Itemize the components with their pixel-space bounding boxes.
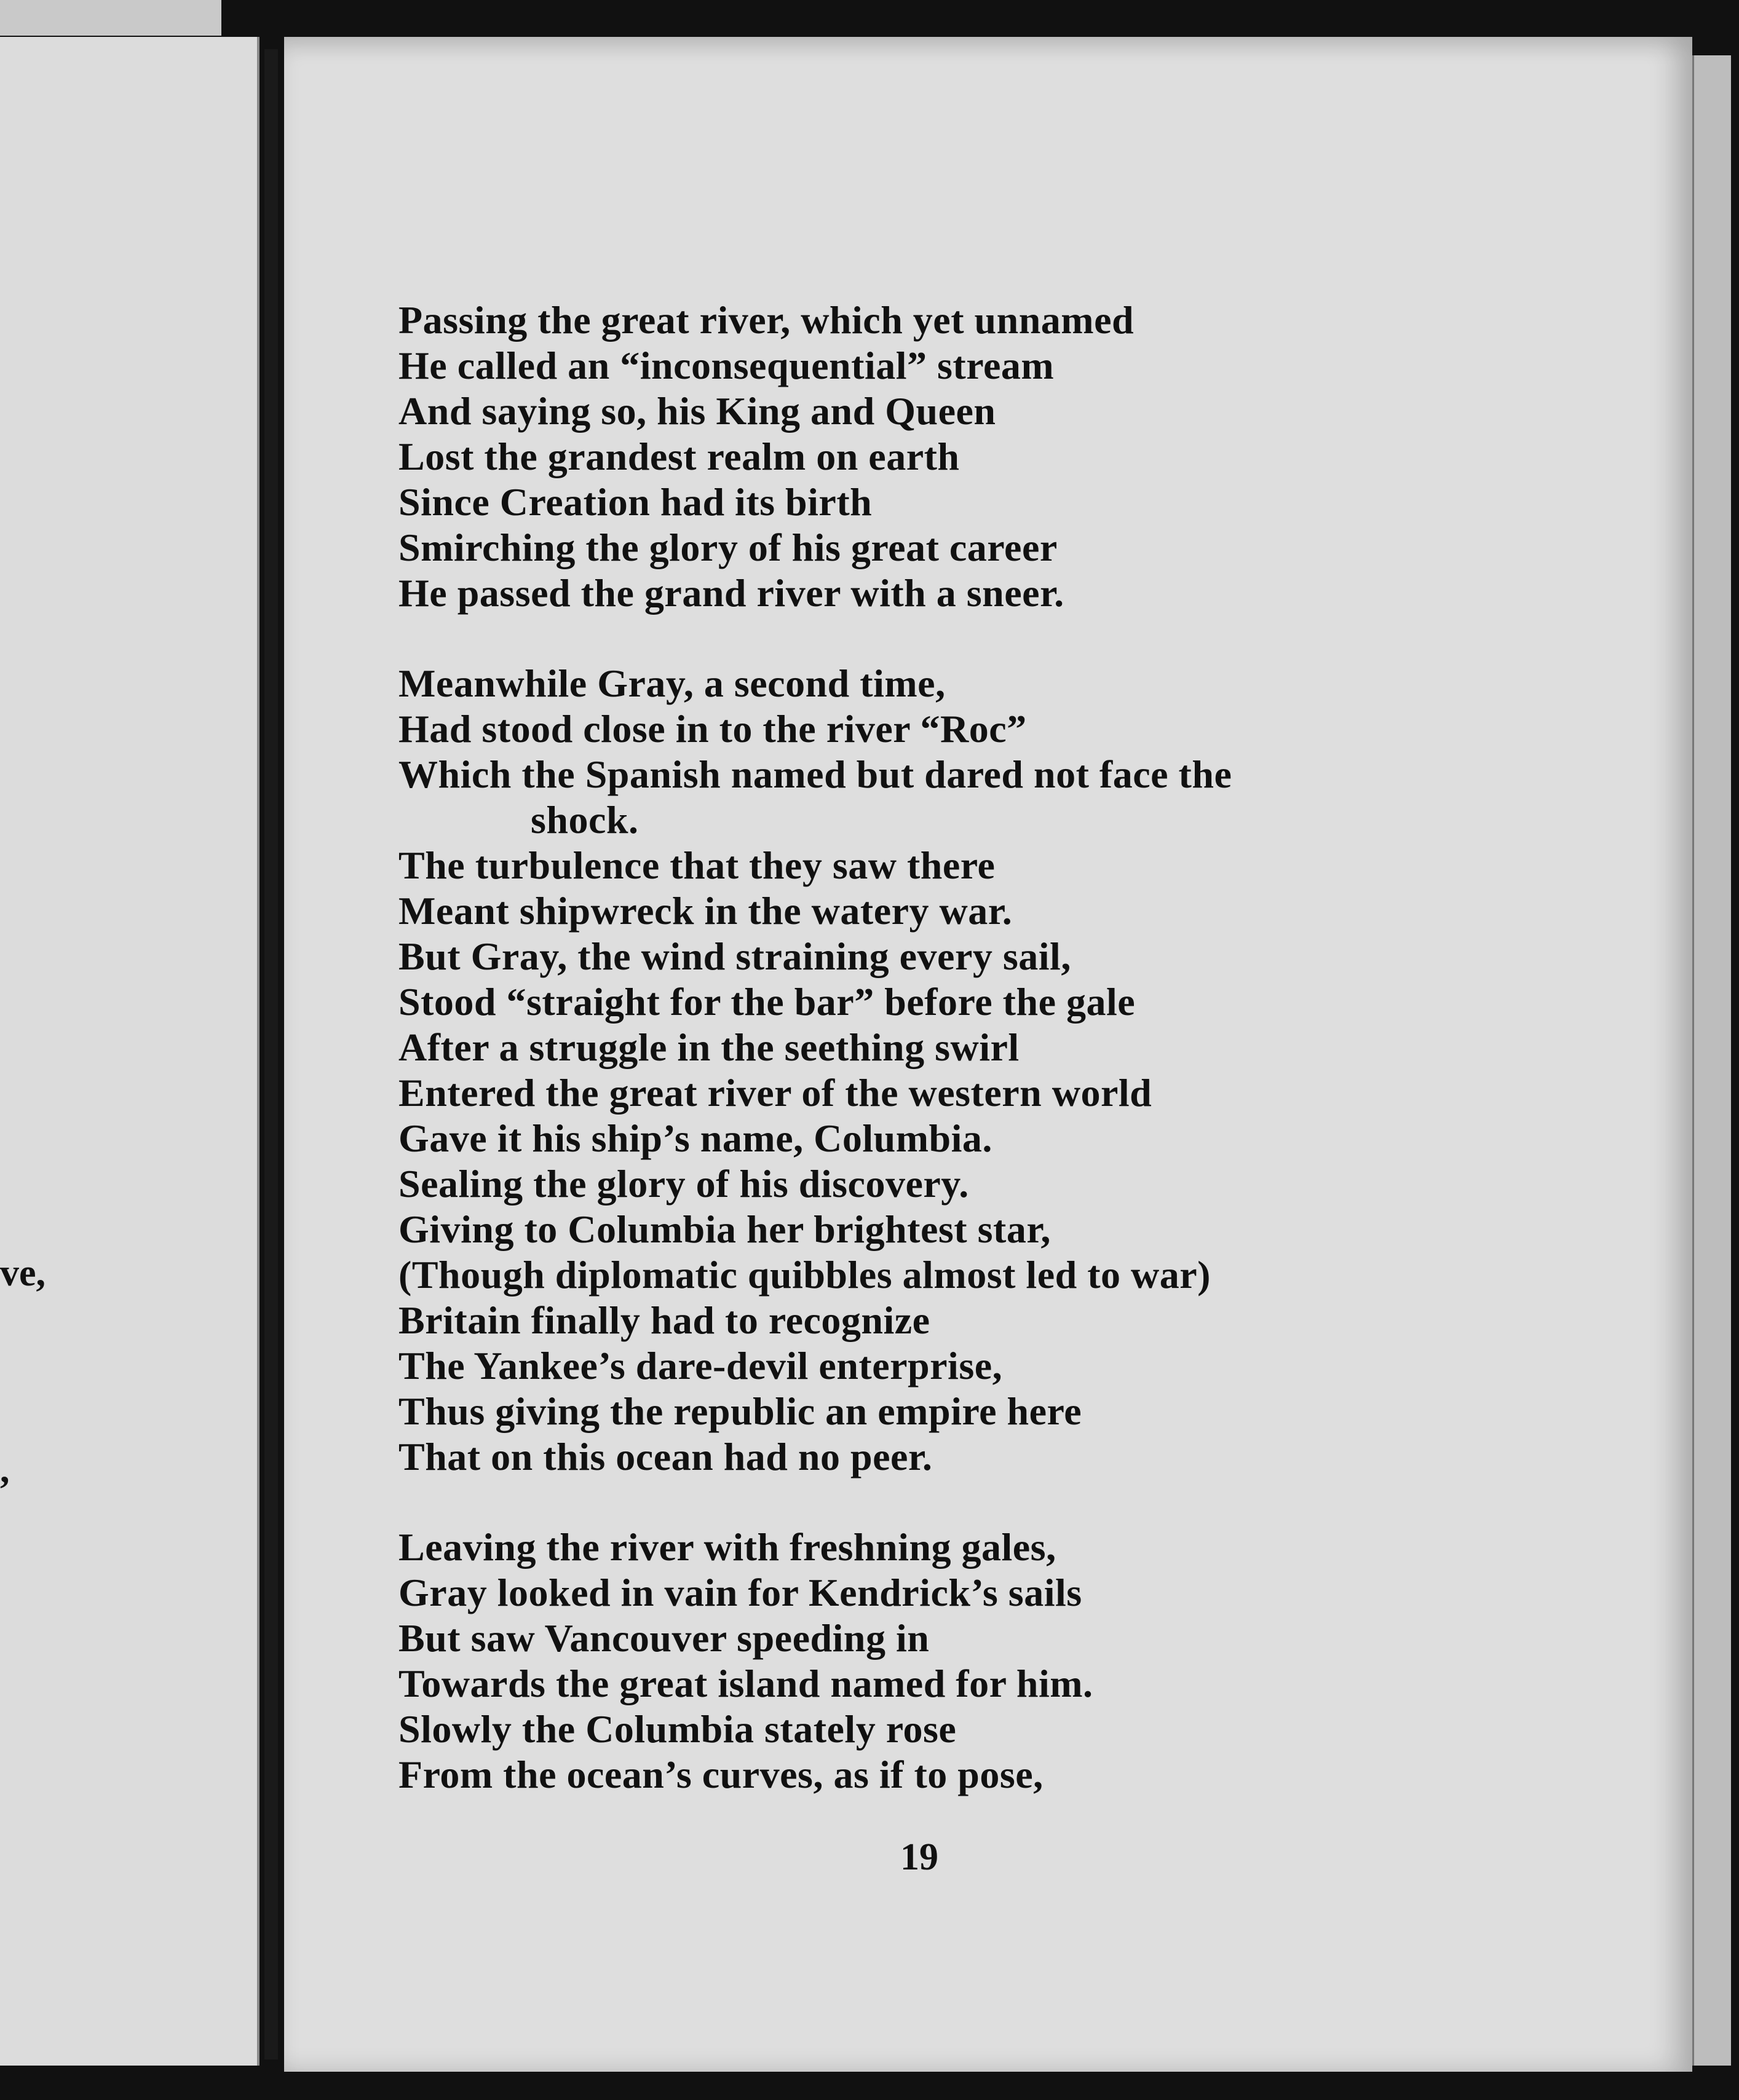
poem-line: Gray looked in vain for Kendrick’s sails: [398, 1571, 1082, 1614]
left-page: [0, 37, 259, 2066]
poem-line: Which the Spanish named but dared not face the: [398, 752, 1232, 796]
stanza-3: [398, 1525, 1690, 1798]
poem-line: But Gray, the wind straining every sail,: [398, 934, 1071, 978]
poem-line: The Yankee’s dare-devil enterprise,: [398, 1344, 1003, 1388]
poem-line: Britain finally had to recognize: [398, 1298, 930, 1342]
poem-line: But saw Vancouver speeding in: [398, 1616, 930, 1660]
poem-text: [398, 298, 1690, 1842]
poem-line: Thus giving the republic an empire here: [398, 1389, 1082, 1433]
poem-line: Giving to Columbia her brightest star,: [398, 1207, 1051, 1251]
poem-line: Lost the grandest realm on earth: [398, 435, 960, 478]
poem-line: From the ocean’s curves, as if to pose,: [398, 1753, 1044, 1796]
poem-line: And saying so, his King and Queen: [398, 389, 996, 433]
poem-line: Since Creation had its birth: [398, 480, 873, 524]
stanza-2: [398, 661, 1690, 1480]
poem-line: The turbulence that they saw there: [398, 843, 996, 887]
poem-line: Meant shipwreck in the watery war.: [398, 889, 1013, 933]
poem-line: Meanwhile Gray, a second time,: [398, 661, 946, 705]
poem-line: Passing the great river, which yet unnamed: [398, 298, 1135, 342]
poem-line: (Though diplomatic quibbles almost led to war): [398, 1253, 1211, 1297]
page-edge: [1692, 55, 1731, 2066]
poem-line: Had stood close in to the river “Roc”: [398, 707, 1027, 751]
poem-line: Towards the great island named for him.: [398, 1662, 1093, 1705]
poem-line: Stood “straight for the bar” before the gale: [398, 980, 1136, 1024]
page-number: 19: [900, 1836, 938, 1878]
poem-line: Smirching the glory of his great career: [398, 526, 1058, 569]
poem-line: Sealing the glory of his discovery.: [398, 1162, 969, 1206]
left-page-fragment: ve,: [0, 1252, 46, 1294]
poem-line: Gave it his ship’s name, Columbia.: [398, 1116, 992, 1160]
stanza-1: [398, 298, 1690, 616]
book-spine: [264, 49, 278, 2059]
poem-line: He passed the grand river with a sneer.: [398, 571, 1064, 615]
poem-line: Leaving the river with freshning gales,: [398, 1525, 1056, 1569]
poem-line-continuation: shock.: [531, 798, 639, 842]
poem-line: He called an “inconsequential” stream: [398, 344, 1055, 387]
left-page-fragment: ,: [0, 1449, 10, 1491]
poem-line: That on this ocean had no peer.: [398, 1435, 933, 1478]
left-page-top-edge: [0, 0, 221, 36]
poem-line: After a struggle in the seething swirl: [398, 1025, 1020, 1069]
poem-line: Slowly the Columbia stately rose: [398, 1707, 957, 1751]
poem-line: Entered the great river of the western world: [398, 1071, 1152, 1115]
